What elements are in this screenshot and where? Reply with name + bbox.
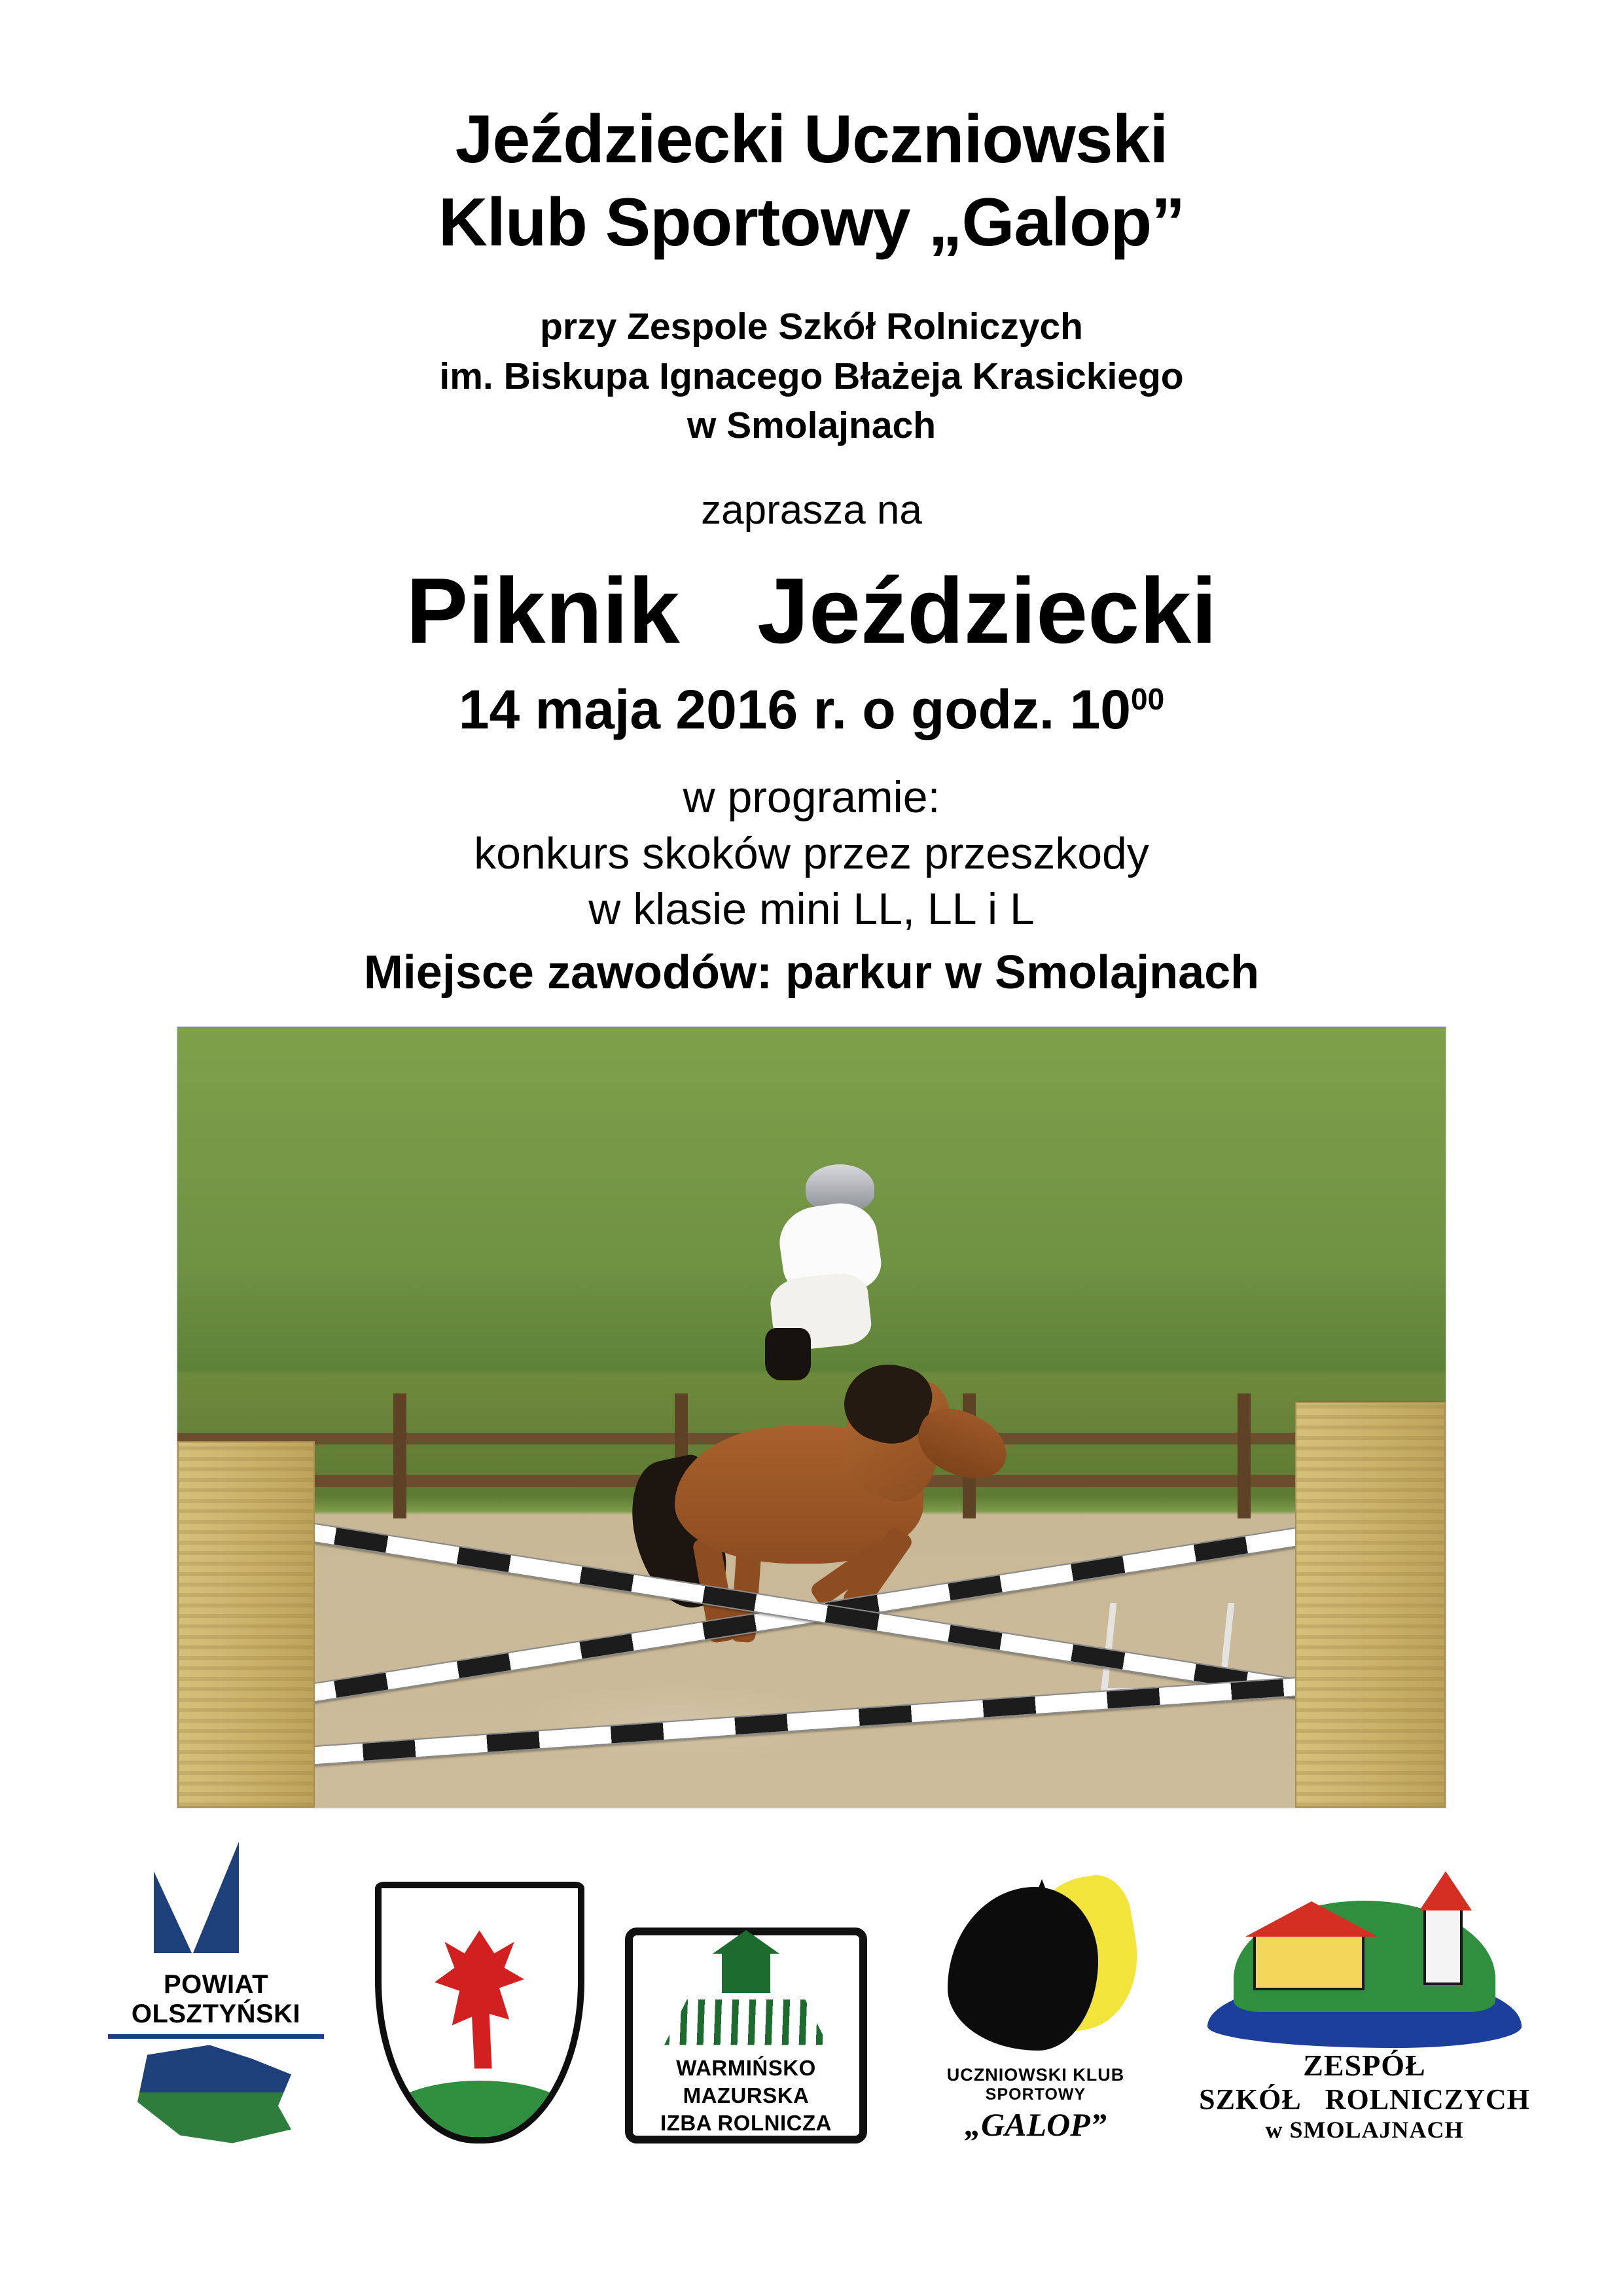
logo-powiat-olsztynski [88,1835,344,2144]
logo-powiat-label: POWIAT OLSZTYŃSKI [131,1969,301,2028]
logo-herb-deer-shield [372,1882,588,2144]
zsr-label-line-2: SZKÓŁ ROLNICZYCH [1199,2083,1530,2115]
school-affiliation [439,302,1183,451]
straw-bale [177,1441,315,1808]
farm-house-icon [722,1952,770,1993]
school-line-2: im. Biskupa Ignacego Błażeja Krasickiego [439,355,1184,397]
zsr-label-line-1: ZESPÓŁ [1303,2048,1426,2082]
galop-label-line-2: SPORTOWY [985,2085,1086,2104]
event-photo [177,1026,1446,1808]
galop-label-line-3: „GALOP” [965,2106,1107,2143]
school-building-shape [1253,1933,1364,1990]
izba-label-line-3: IZBA ROLNICZA [660,2110,832,2135]
school-line-1: przy Zespole Szkół Rolniczych [540,305,1083,348]
izba-label-line-2: MAZURSKA [683,2083,810,2108]
sponsor-logo-strip [88,1836,1535,2144]
school-building-icon [1207,1865,1522,2048]
izba-label-line-1: WARMIŃSKO [676,2055,816,2080]
straw-bale [1295,1402,1446,1808]
program-line-2: w klasie mini LL, LL i L [588,884,1035,935]
program-line-1: konkurs skoków przez przeszkody [474,828,1149,878]
deer-icon [418,1930,542,2074]
fence-post [1238,1393,1251,1518]
logo-powiat-rule [108,2034,324,2039]
county-map-icon [134,2045,298,2144]
club-title-line1: Jeździecki Uczniowski [455,101,1168,177]
event-date-main: 14 maja 2016 r. o godz. 10 [458,678,1132,740]
grass-icon [382,2081,578,2137]
horse-head-shape [948,1887,1098,2051]
logo-uks-galop [905,1874,1167,2144]
sailboat-icon [88,1835,344,1966]
event-title: Piknik Jeździecki [406,558,1217,663]
galop-label-line-1: UCZNIOWSKI KLUB [946,2064,1125,2085]
church-tower-shape [1423,1907,1463,1985]
school-line-3: w Smolajnach [687,404,936,447]
izba-label [633,2054,859,2138]
izba-logo-frame [625,1928,867,2144]
zsr-label-line-3: w SMOLAJNACH [1265,2116,1464,2143]
club-title-line2: Klub Sportowy „Galop” [438,184,1185,260]
invitation-text: zaprasza na [701,488,922,533]
logo-warminsko-mazurska-izba-rolnicza [615,1928,877,2144]
horse-head-icon [928,1874,1144,2064]
horse-ear-icon [1026,1879,1058,1920]
rider [753,1164,923,1380]
place-line: Miejsce zawodów: parkur w Smolajnach [363,946,1260,999]
program-block [474,770,1149,938]
program-label: w programie: [683,772,940,823]
event-date [459,679,1164,740]
logo-zespol-szkol-rolniczych [1194,1865,1535,2144]
event-date-minutes: 00 [1131,681,1165,716]
fence-post [393,1393,406,1518]
deer-shield-icon [375,1882,584,2144]
field-rows-icon [664,2000,828,2045]
riding-boot [765,1328,811,1380]
club-title [438,98,1185,264]
